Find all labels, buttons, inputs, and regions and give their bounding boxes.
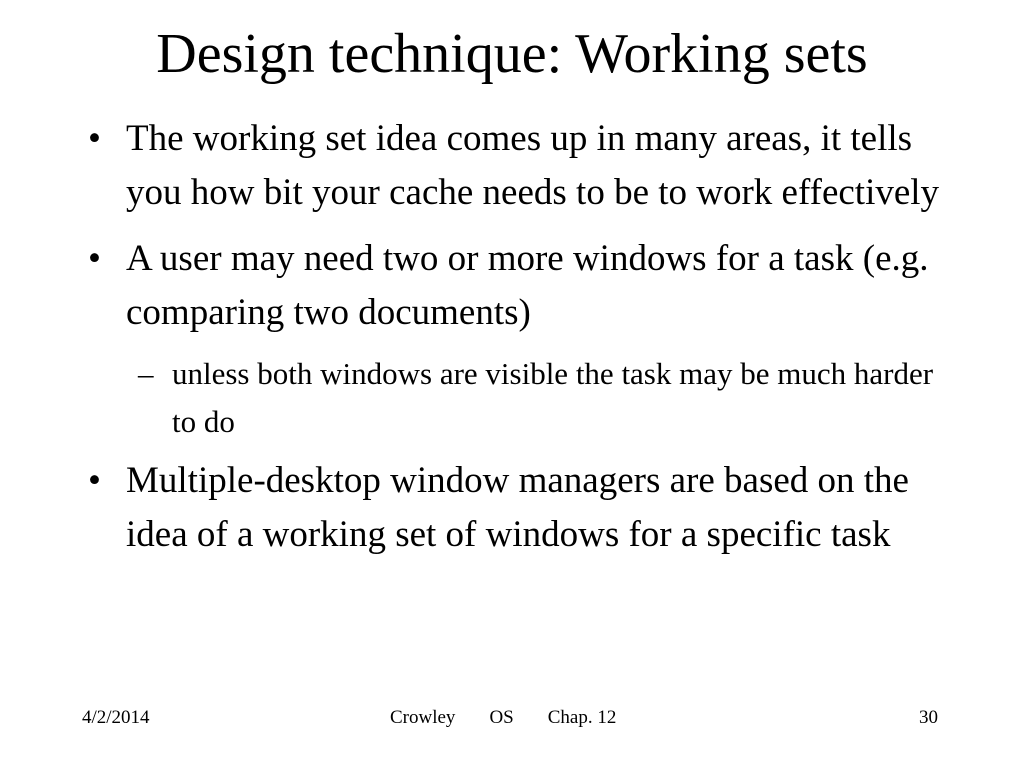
sub-bullet-text: unless both windows are visible the task may be much harder to do [172,356,934,439]
footer-page-number: 30 [919,707,938,728]
footer-date: 4/2/2014 [82,707,150,728]
footer-author: Crowley [390,707,456,728]
bullet-item [82,112,952,220]
sub-bullet-list [82,350,952,446]
footer-course: OS [489,707,514,728]
sub-bullet-item [82,350,952,446]
footer-chapter: Chap. 12 [547,707,617,728]
slide-title: Design technique: Working sets [156,23,868,85]
bullet-text: The working set idea comes up in many areas, it tells you how bit your cache needs to be to work effectively [126,118,940,213]
sub-bullet-group [82,350,952,446]
bullet-marker: • [88,238,101,279]
bullet-item [82,232,952,340]
bullet-text: A user may need two or more windows for a task (e.g. comparing two documents) [126,238,929,333]
bullet-list [82,112,952,574]
footer-center [390,706,650,730]
bullet-item [82,454,952,562]
bullet-marker: • [88,460,101,501]
sub-bullet-marker: – [138,356,154,391]
bullet-text: Multiple-desktop window managers are based on the idea of a working set of windows for a specific task [126,460,909,555]
bullet-marker: • [88,118,101,159]
